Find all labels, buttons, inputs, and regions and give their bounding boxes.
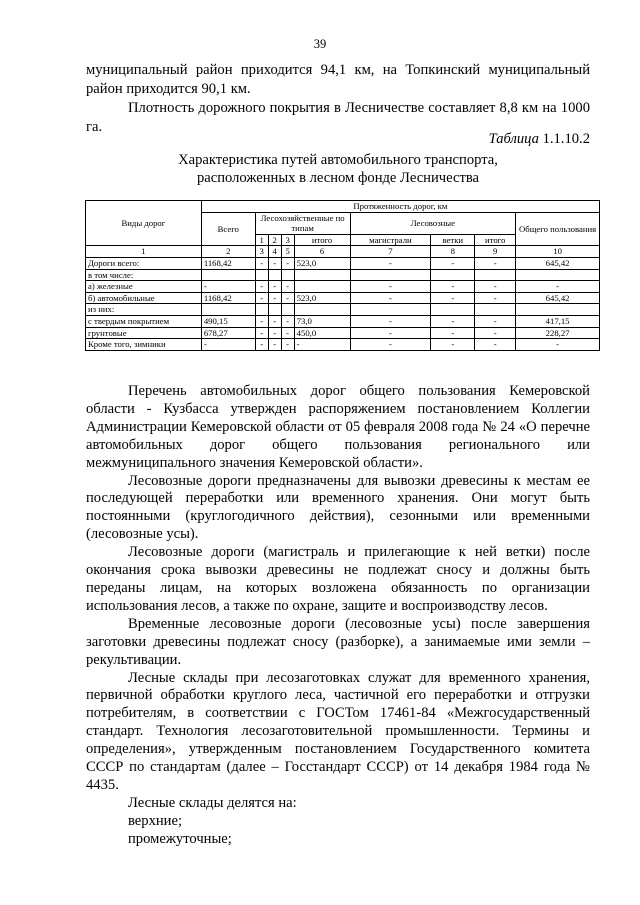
paragraph: Перечень автомобильных дорог общего пользования Кемеровской области - Кузбасса утвержден распоряжением постановлением Коллегии Администрации Кемеровской области от 05 февраля 2008 года № 24 «О перечне автомобильных дорог общего пользования регионального или межмуниципального значения Кемеровской области». — [86, 383, 590, 471]
table-cell: - — [431, 315, 475, 327]
row-label-cell: б) автомобильные — [86, 292, 202, 304]
subheader-cell: 1 — [255, 234, 268, 246]
column-number: 4 — [268, 246, 281, 258]
column-number: 6 — [294, 246, 350, 258]
subheader-cell: итого — [294, 234, 350, 246]
table-cell: - — [281, 281, 294, 293]
paragraph: Временные лесовозные дороги (лесовозные усы) после завершения заготовки древесины подлежат сносу (разборке), а занимаемые ими земли – рекультивации. — [86, 615, 590, 668]
table-title-line: расположенных в лесном фонде Лесничества — [196, 170, 480, 186]
table-cell: - — [255, 339, 268, 351]
header-logging: Лесовозные — [350, 212, 516, 234]
table-cell: - — [255, 292, 268, 304]
table-cell: 490,15 — [201, 315, 255, 327]
table-header-row — [86, 201, 600, 213]
table-cell: - — [201, 281, 255, 293]
table-title — [86, 151, 590, 187]
column-number: 7 — [350, 246, 431, 258]
table-cell: - — [281, 315, 294, 327]
table-cell: - — [475, 339, 516, 351]
table-cell — [431, 304, 475, 316]
table-cell: 678,27 — [201, 327, 255, 339]
table-cell: 1168,42 — [201, 257, 255, 269]
table-cell — [255, 304, 268, 316]
table-cell: - — [255, 257, 268, 269]
table-cell — [475, 304, 516, 316]
table-caption-number: 1.1.10.2 — [542, 131, 590, 147]
table-cell: - — [350, 327, 431, 339]
subheader-cell: магистрали — [350, 234, 431, 246]
table-cell: - — [516, 339, 600, 351]
header-length: Протяженность дорог, км — [201, 201, 599, 213]
table-cell: - — [475, 315, 516, 327]
table-cell: 523,0 — [294, 257, 350, 269]
row-label-cell: грунтовые — [86, 327, 202, 339]
table-cell: 645,42 — [516, 257, 600, 269]
table-cell: - — [350, 315, 431, 327]
table-cell — [350, 304, 431, 316]
subheader-cell: 2 — [268, 234, 281, 246]
column-number: 1 — [86, 246, 202, 258]
table-cell — [255, 269, 268, 281]
column-numbers-row — [86, 246, 600, 258]
row-label-cell: Дороги всего: — [86, 257, 202, 269]
table-cell: - — [431, 281, 475, 293]
table-title-line: Характеристика путей автомобильного транспорта, — [178, 152, 498, 168]
column-number: 5 — [281, 246, 294, 258]
table-cell: - — [281, 339, 294, 351]
table-cell: - — [431, 292, 475, 304]
table-cell — [281, 304, 294, 316]
paragraph: Лесные склады делятся на: — [128, 794, 297, 811]
header-public: Общего пользования — [516, 212, 600, 246]
table-row — [86, 281, 600, 293]
table-cell — [516, 269, 600, 281]
table-cell: 73,0 — [294, 315, 350, 327]
table-cell: - — [350, 257, 431, 269]
table-cell: - — [268, 339, 281, 351]
table-cell — [268, 269, 281, 281]
table-cell: 1168,42 — [201, 292, 255, 304]
row-label-cell: в том числе: — [86, 269, 202, 281]
top-text — [86, 61, 590, 137]
table-cell: - — [281, 327, 294, 339]
table-cell — [350, 269, 431, 281]
table-cell: - — [201, 339, 255, 351]
table-cell: - — [281, 292, 294, 304]
table-cell: - — [431, 327, 475, 339]
table-cell: - — [350, 339, 431, 351]
table-cell: - — [255, 327, 268, 339]
table-cell: - — [281, 257, 294, 269]
subheader-cell: 3 — [281, 234, 294, 246]
table-cell — [516, 304, 600, 316]
table-row — [86, 292, 600, 304]
table-row — [86, 304, 600, 316]
table-cell — [294, 269, 350, 281]
paragraph: Лесные склады при лесозаготовках служат для временного хранения, первичной обработки круглого леса, частичной его переработки и отгрузки потребителям, в соответствии с ГОСТом 17461-84 «Межгосударственный стандарт. Технология лесозаготовительной промышленности. Термины и определения», утвержденным постановлением Государственного комитета СССР по стандартам (далее – Госстандарт СССР) от 14 декабря 1984 года № 4435. — [86, 669, 590, 793]
table-cell — [294, 304, 350, 316]
subheader-cell: итого — [475, 234, 516, 246]
paragraph: муниципальный район приходится 94,1 км, на Топкинский муниципальный район приходится 90,1 км. — [86, 62, 590, 97]
table-cell: 645,42 — [516, 292, 600, 304]
table-row — [86, 327, 600, 339]
table-cell — [281, 269, 294, 281]
table-row — [86, 339, 600, 351]
table-cell: 417,15 — [516, 315, 600, 327]
table-cell: - — [431, 257, 475, 269]
table-row — [86, 269, 600, 281]
list-item: промежуточные; — [128, 830, 232, 847]
paragraph: Плотность дорожного покрытия в Лесничестве составляет 8,8 км на 1000 га. — [86, 100, 590, 135]
table-cell: - — [268, 292, 281, 304]
body-text — [86, 383, 590, 849]
column-number: 3 — [255, 246, 268, 258]
column-number: 2 — [201, 246, 255, 258]
table-caption — [489, 131, 590, 148]
table-cell: 450,0 — [294, 327, 350, 339]
list-item: верхние; — [128, 812, 183, 829]
table-cell: 228,27 — [516, 327, 600, 339]
paragraph: Лесовозные дороги (магистраль и прилегающие к ней ветки) после окончания срока вывозки древесины не подлежат сносу и должны быть переданы лицам, на которых возложена обязанность по организации использования лесов, а также по охране, защите и воспроизводству лесов. — [86, 544, 590, 614]
table-cell — [431, 269, 475, 281]
table-cell — [475, 269, 516, 281]
page-number: 39 — [313, 37, 327, 51]
table-cell: - — [294, 339, 350, 351]
table-cell — [201, 269, 255, 281]
header-total: Всего — [201, 212, 255, 246]
table-cell: - — [475, 292, 516, 304]
column-number: 9 — [475, 246, 516, 258]
table-row — [86, 257, 600, 269]
table-cell — [201, 304, 255, 316]
row-label-cell: из них: — [86, 304, 202, 316]
table-cell: - — [431, 339, 475, 351]
table-row — [86, 315, 600, 327]
roads-table — [85, 200, 600, 351]
table-cell: - — [350, 292, 431, 304]
table-cell: - — [268, 327, 281, 339]
table-cell: - — [350, 281, 431, 293]
row-label-cell: с твердым покрытием — [86, 315, 202, 327]
table-cell: - — [255, 281, 268, 293]
table-cell — [294, 281, 350, 293]
table-cell: - — [475, 257, 516, 269]
header-forestry: Лесохозяйственные по типам — [255, 212, 350, 234]
subheader-cell: ветки — [431, 234, 475, 246]
table-cell — [268, 304, 281, 316]
row-label-cell: Кроме того, зимники — [86, 339, 202, 351]
table-caption-label: Таблица — [488, 131, 539, 147]
column-number: 10 — [516, 246, 600, 258]
column-number: 8 — [431, 246, 475, 258]
header-road-types: Виды дорог — [86, 201, 202, 246]
table-cell: - — [268, 315, 281, 327]
table-cell: - — [268, 257, 281, 269]
table-cell: - — [475, 327, 516, 339]
table-cell: - — [516, 281, 600, 293]
table-cell: 523,0 — [294, 292, 350, 304]
table-cell: - — [268, 281, 281, 293]
table-cell: - — [255, 315, 268, 327]
row-label-cell: а) железные — [86, 281, 202, 293]
table-cell: - — [475, 281, 516, 293]
paragraph: Лесовозные дороги предназначены для вывозки древесины к местам ее последующей переработки или временного хранения. Они могут быть постоянными (круглогодичного действия), сезонными или временными (лесовозные усы). — [86, 472, 590, 543]
